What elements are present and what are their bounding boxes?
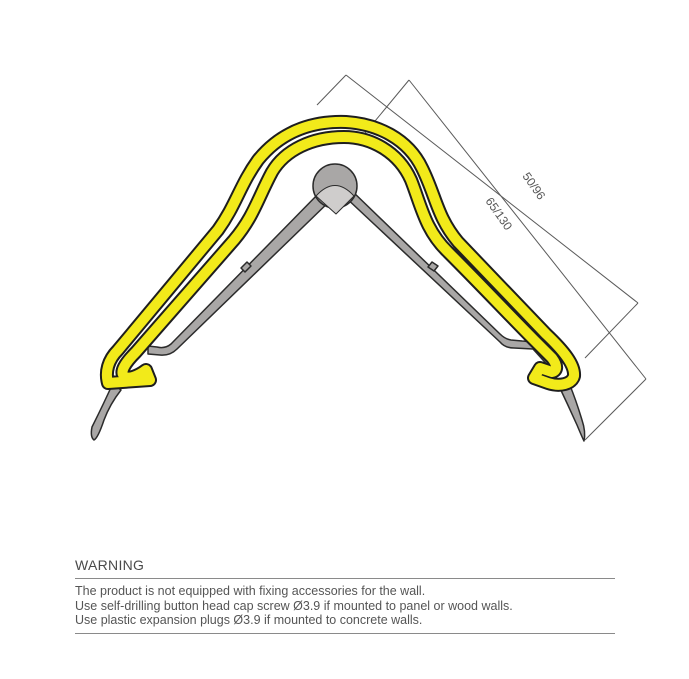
base-left-foot — [91, 383, 121, 440]
dimension-50-96-extension-top — [317, 75, 346, 105]
dimension-50-96-extension-bottom — [585, 303, 638, 358]
base-right-foot — [558, 383, 585, 441]
warning-line-fixing-accessories: The product is not equipped with fixing accessories for the wall. — [75, 584, 426, 598]
warning-text — [75, 579, 615, 634]
warning-title: WARNING — [75, 556, 615, 579]
warning-line-concrete: Use plastic expansion plugs Ø3.9 if mounted to concrete walls. — [75, 613, 423, 627]
dimension-label-50-96: 50/96 — [519, 169, 549, 203]
warning-block — [75, 556, 615, 634]
dimension-label-65-130: 65/130 — [482, 194, 516, 233]
dimension-65-130-extension-bottom — [585, 379, 646, 440]
warning-line-panel-wood: Use self-drilling button head cap screw Ø3.9 if mounted to panel or wood walls. — [75, 598, 513, 613]
